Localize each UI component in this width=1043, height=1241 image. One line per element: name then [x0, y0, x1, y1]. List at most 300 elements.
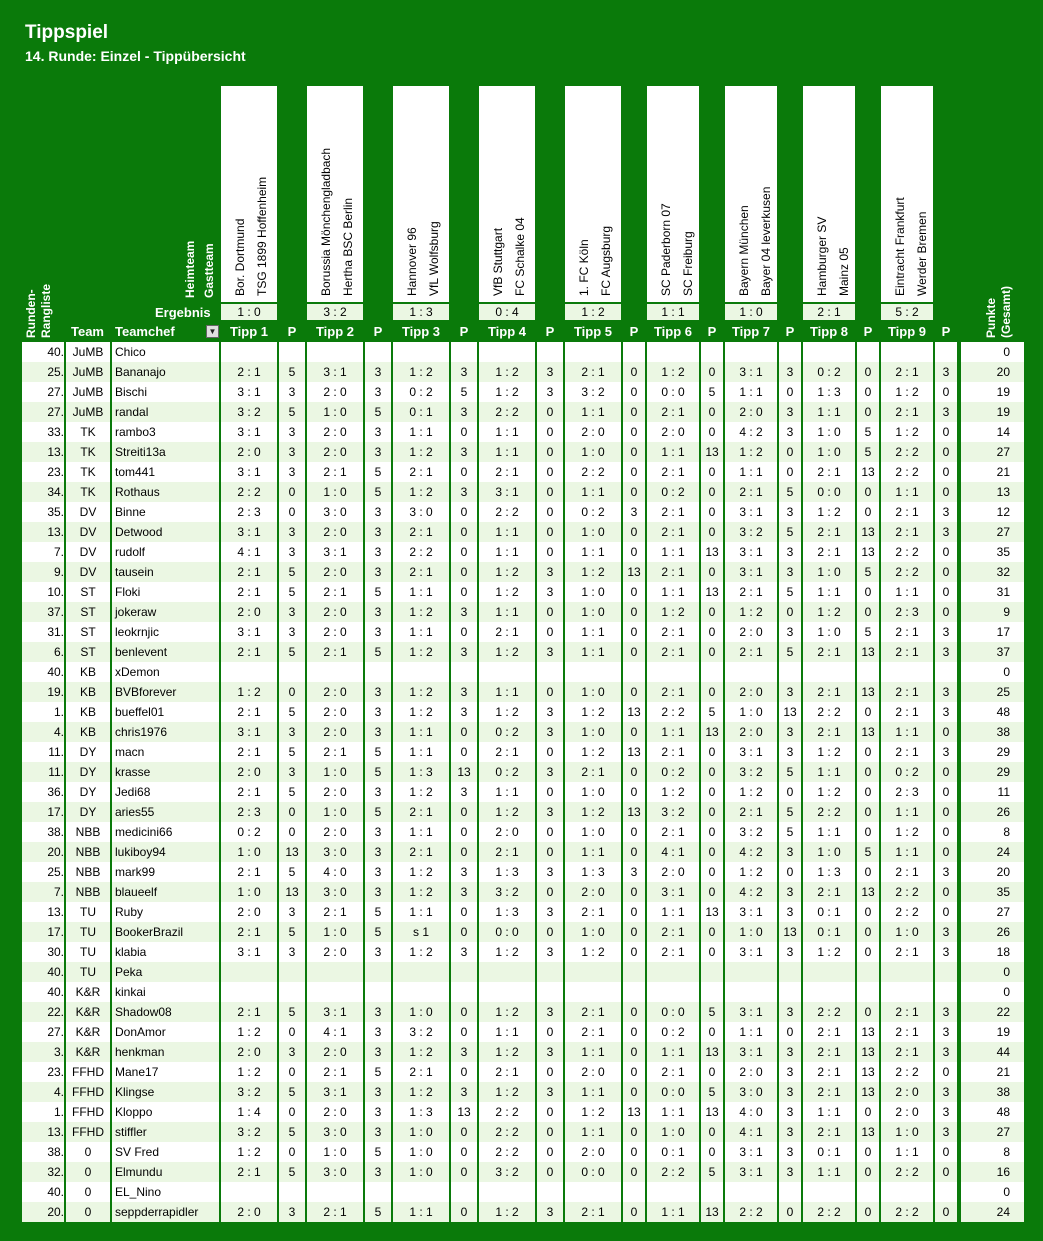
tipp-cell: 1 : 1	[881, 482, 933, 502]
tipp-cell: 1 : 0	[307, 402, 363, 422]
tipp-cell	[803, 342, 855, 362]
total-points-cell: 29	[961, 742, 1024, 762]
points-cell: 0	[279, 1062, 305, 1082]
rank-cell: 13.	[22, 442, 64, 462]
tipp-cell: 1 : 1	[725, 382, 777, 402]
match-result: 2 : 1	[803, 304, 855, 320]
points-cell: 0	[451, 542, 477, 562]
home-team-name: Hamburger SV	[815, 216, 829, 296]
rank-cell: 17.	[22, 802, 64, 822]
tipp-cell: 2 : 1	[803, 642, 855, 662]
tipp-cell: 1 : 3	[393, 1102, 449, 1122]
points-cell: 13	[701, 1202, 723, 1222]
points-cell: 3	[537, 1082, 563, 1102]
tipp-cell: 4 : 1	[647, 842, 699, 862]
tipp-cell: 1 : 0	[565, 782, 621, 802]
tipp-cell: 0 : 0	[647, 1082, 699, 1102]
teamchef-cell: Binne	[112, 502, 219, 522]
tipp-cell: 2 : 2	[881, 562, 933, 582]
points-cell: 0	[935, 782, 957, 802]
match-result: 0 : 4	[479, 304, 535, 320]
tipp-cell: 1 : 0	[307, 762, 363, 782]
team-cell: TK	[66, 442, 110, 462]
tipp-cell: 2 : 1	[221, 642, 277, 662]
tipp-cell: 2 : 1	[221, 1162, 277, 1182]
tipp-cell: 1 : 0	[393, 1002, 449, 1022]
tipp-cell	[221, 1182, 277, 1202]
tipp-cell: 0 : 1	[803, 902, 855, 922]
tipp-cell: 3 : 2	[221, 402, 277, 422]
tipp-cell: 2 : 0	[647, 422, 699, 442]
points-cell: 3	[779, 682, 801, 702]
tipp-cell: 0 : 2	[881, 762, 933, 782]
points-cell: 0	[279, 1102, 305, 1122]
total-points-cell: 24	[961, 842, 1024, 862]
teamchef-filter-dropdown[interactable]: ▼	[206, 325, 219, 338]
tipp-column-header: Tipp 5	[573, 324, 613, 339]
tipp-cell: 1 : 1	[647, 722, 699, 742]
points-cell: 3	[365, 622, 391, 642]
tipp-cell: 1 : 2	[479, 382, 535, 402]
tipp-cell: 1 : 1	[647, 442, 699, 462]
table-row	[0, 622, 1043, 642]
tipp-cell: 1 : 1	[565, 1042, 621, 1062]
points-column-header: P	[941, 324, 951, 339]
tipp-cell: 1 : 2	[221, 1062, 277, 1082]
teamchef-cell: jokeraw	[112, 602, 219, 622]
tipp-cell: 2 : 1	[647, 682, 699, 702]
points-cell: 3	[365, 362, 391, 382]
points-cell: 3	[779, 422, 801, 442]
points-cell: 5	[279, 402, 305, 422]
tipp-cell: 2 : 0	[725, 682, 777, 702]
tipp-cell: 2 : 1	[881, 362, 933, 382]
match-result: 1 : 3	[393, 304, 449, 320]
points-cell: 0	[857, 762, 879, 782]
tipp-cell: 1 : 1	[565, 542, 621, 562]
tipp-cell	[565, 662, 621, 682]
tipp-cell: 0 : 1	[803, 922, 855, 942]
tipp-cell: 2 : 3	[221, 502, 277, 522]
teamchef-cell: Mane17	[112, 1062, 219, 1082]
points-cell: 3	[935, 502, 957, 522]
tipp-cell: 1 : 2	[565, 802, 621, 822]
tipp-cell: 2 : 2	[881, 542, 933, 562]
points-cell: 3	[779, 902, 801, 922]
points-cell: 3	[935, 622, 957, 642]
tipp-cell: 2 : 0	[307, 722, 363, 742]
points-cell: 0	[857, 902, 879, 922]
points-cell: 3	[365, 702, 391, 722]
points-cell: 0	[857, 702, 879, 722]
points-cell: 3	[935, 1042, 957, 1062]
tipp-cell: 1 : 0	[803, 562, 855, 582]
tipp-cell: 1 : 0	[307, 482, 363, 502]
rank-cell: 40.	[22, 342, 64, 362]
points-cell	[623, 962, 645, 982]
total-points-cell: 13	[961, 482, 1024, 502]
points-cell	[857, 1182, 879, 1202]
tipp-cell: 2 : 1	[221, 922, 277, 942]
home-team-name: Borussia Mönchengladbach	[319, 147, 333, 296]
total-points-cell: 18	[961, 942, 1024, 962]
rank-cell: 4.	[22, 1082, 64, 1102]
tipp-cell: 1 : 2	[393, 362, 449, 382]
teamchef-cell: Klingse	[112, 1082, 219, 1102]
points-cell: 0	[857, 862, 879, 882]
tipp-cell: 3 : 1	[725, 1002, 777, 1022]
tipp-cell	[725, 342, 777, 362]
tipp-cell: 1 : 0	[221, 882, 277, 902]
teamchef-cell: seppderrapidler	[112, 1202, 219, 1222]
tipp-cell	[647, 982, 699, 1002]
points-cell: 0	[279, 682, 305, 702]
tipp-cell: 2 : 0	[307, 602, 363, 622]
points-cell: 13	[701, 1042, 723, 1062]
points-cell: 5	[365, 1142, 391, 1162]
team-cell: K&R	[66, 982, 110, 1002]
points-cell	[623, 982, 645, 1002]
tipp-cell: 2 : 0	[565, 882, 621, 902]
tipp-cell: 2 : 0	[307, 622, 363, 642]
tipp-cell: 1 : 1	[565, 842, 621, 862]
points-cell: 0	[935, 1062, 957, 1082]
tipp-cell: 1 : 2	[803, 782, 855, 802]
teamchef-cell: blaueelf	[112, 882, 219, 902]
points-cell: 3	[537, 1202, 563, 1222]
points-cell: 3	[365, 442, 391, 462]
points-cell	[857, 662, 879, 682]
tipp-cell: 2 : 3	[881, 782, 933, 802]
teamchef-cell: Bischi	[112, 382, 219, 402]
points-cell: 5	[857, 442, 879, 462]
tipp-cell	[565, 982, 621, 1002]
table-row	[0, 902, 1043, 922]
rank-cell: 13.	[22, 522, 64, 542]
tipp-cell	[565, 1182, 621, 1202]
points-cell: 13	[623, 702, 645, 722]
points-cell	[451, 662, 477, 682]
tipp-cell: 2 : 2	[647, 1162, 699, 1182]
tipp-cell: 4 : 0	[725, 1102, 777, 1122]
points-cell: 5	[701, 1162, 723, 1182]
tipp-cell: 1 : 1	[393, 422, 449, 442]
points-cell: 13	[857, 642, 879, 662]
table-row	[0, 362, 1043, 382]
points-cell: 0	[857, 1002, 879, 1022]
points-cell: 0	[935, 1202, 957, 1222]
tipp-cell: 0 : 0	[565, 1162, 621, 1182]
total-points-cell: 27	[961, 902, 1024, 922]
points-cell: 0	[935, 422, 957, 442]
tipp-cell	[725, 662, 777, 682]
points-cell	[365, 1182, 391, 1202]
table-row	[0, 462, 1043, 482]
points-cell: 5	[365, 922, 391, 942]
teamchef-cell: SV Fred	[112, 1142, 219, 1162]
points-cell: 3	[537, 802, 563, 822]
rank-cell: 7.	[22, 542, 64, 562]
tipp-cell: 1 : 3	[803, 382, 855, 402]
points-cell: 0	[935, 1142, 957, 1162]
tipp-cell: 1 : 0	[803, 842, 855, 862]
tipp-cell: 2 : 2	[803, 1002, 855, 1022]
tipp-cell: 2 : 1	[803, 1042, 855, 1062]
tipp-cell: 3 : 1	[221, 382, 277, 402]
points-cell: 0	[701, 642, 723, 662]
points-cell: 0	[857, 802, 879, 822]
tipp-cell: 2 : 0	[565, 422, 621, 442]
tipp-cell: 2 : 0	[221, 1202, 277, 1222]
points-cell: 0	[623, 602, 645, 622]
points-cell: 0	[537, 442, 563, 462]
tipp-cell: 2 : 2	[479, 502, 535, 522]
points-cell: 0	[701, 1122, 723, 1142]
tipp-cell: 2 : 0	[307, 562, 363, 582]
tipp-cell: 2 : 2	[565, 462, 621, 482]
team-cell: ST	[66, 642, 110, 662]
table-row	[0, 382, 1043, 402]
tipp-cell: 2 : 1	[803, 462, 855, 482]
tipp-cell: 1 : 2	[565, 742, 621, 762]
team-cell: FFHD	[66, 1122, 110, 1142]
rank-cell: 30.	[22, 942, 64, 962]
away-team-name: FC Schalke 04	[513, 217, 527, 296]
points-cell: 0	[279, 502, 305, 522]
tipp-cell: 2 : 0	[565, 1062, 621, 1082]
tipp-cell	[393, 1182, 449, 1202]
points-cell: 0	[451, 502, 477, 522]
tipp-cell: 0 : 2	[393, 382, 449, 402]
tipp-cell: 0 : 0	[647, 1002, 699, 1022]
points-cell: 3	[537, 642, 563, 662]
tipp-cell: 3 : 2	[725, 762, 777, 782]
points-cell: 3	[365, 822, 391, 842]
points-cell: 0	[623, 482, 645, 502]
teamchef-cell: mark99	[112, 862, 219, 882]
tipp-cell: 1 : 1	[393, 722, 449, 742]
team-cell: TK	[66, 482, 110, 502]
points-cell: 0	[779, 462, 801, 482]
tipp-cell: 1 : 1	[479, 682, 535, 702]
team-cell: 0	[66, 1182, 110, 1202]
tipp-cell: 0 : 2	[221, 822, 277, 842]
tipp-cell: 1 : 2	[479, 1082, 535, 1102]
rank-cell: 33.	[22, 422, 64, 442]
table-row	[0, 542, 1043, 562]
tipp-cell: 2 : 1	[803, 542, 855, 562]
tipp-cell: 2 : 1	[221, 562, 277, 582]
points-cell: 0	[857, 822, 879, 842]
teamchef-cell: leokrnjic	[112, 622, 219, 642]
tipp-cell: 4 : 1	[221, 542, 277, 562]
points-cell: 13	[857, 1062, 879, 1082]
rank-cell: 20.	[22, 842, 64, 862]
points-cell: 13	[857, 1022, 879, 1042]
points-cell: 0	[857, 362, 879, 382]
tipp-cell: 2 : 1	[881, 1022, 933, 1042]
points-cell: 5	[279, 702, 305, 722]
tipp-cell: 3 : 0	[307, 842, 363, 862]
team-cell: JuMB	[66, 342, 110, 362]
tipp-cell: 1 : 2	[393, 682, 449, 702]
points-cell: 3	[279, 442, 305, 462]
table-row	[0, 1122, 1043, 1142]
points-cell: 0	[537, 742, 563, 762]
total-points-cell: 12	[961, 502, 1024, 522]
teamchef-cell: aries55	[112, 802, 219, 822]
tipp-cell: 1 : 2	[393, 702, 449, 722]
points-cell: 0	[623, 442, 645, 462]
rang-header-line2: Rangliste	[39, 283, 53, 338]
tipp-cell: 1 : 1	[647, 542, 699, 562]
team-cell: TK	[66, 422, 110, 442]
rank-cell: 40.	[22, 982, 64, 1002]
tipp-cell: 1 : 2	[479, 702, 535, 722]
points-cell: 0	[623, 1162, 645, 1182]
away-team-name: FC Augsburg	[599, 225, 613, 296]
tipp-cell: 2 : 2	[803, 802, 855, 822]
tipp-cell: 1 : 1	[393, 582, 449, 602]
away-team-name: Werder Bremen	[915, 211, 929, 296]
points-cell	[935, 982, 957, 1002]
table-row	[0, 582, 1043, 602]
tipp-cell: 2 : 1	[647, 642, 699, 662]
tipp-cell: 1 : 1	[565, 622, 621, 642]
points-cell: 5	[857, 562, 879, 582]
points-cell: 0	[451, 742, 477, 762]
points-cell: 0	[623, 782, 645, 802]
points-cell: 13	[451, 1102, 477, 1122]
tipp-cell: 2 : 1	[881, 702, 933, 722]
points-cell: 3	[537, 362, 563, 382]
points-cell: 3	[779, 942, 801, 962]
teamchef-cell: macn	[112, 742, 219, 762]
points-cell: 0	[935, 842, 957, 862]
points-cell: 5	[279, 582, 305, 602]
table-row	[0, 1082, 1043, 1102]
points-cell: 0	[935, 902, 957, 922]
tipp-cell: 1 : 0	[647, 1122, 699, 1142]
points-cell: 5	[701, 1002, 723, 1022]
points-cell: 3	[365, 782, 391, 802]
match-result: 1 : 0	[221, 304, 277, 320]
points-cell	[935, 962, 957, 982]
tipp-cell: 2 : 0	[307, 442, 363, 462]
tipp-cell: 1 : 1	[479, 442, 535, 462]
team-cell: NBB	[66, 822, 110, 842]
tipp-cell: 1 : 1	[647, 1102, 699, 1122]
tipp-cell: 2 : 0	[881, 1102, 933, 1122]
tipp-cell: 2 : 1	[393, 562, 449, 582]
total-points-cell: 11	[961, 782, 1024, 802]
teamchef-cell: Floki	[112, 582, 219, 602]
tipp-cell	[647, 962, 699, 982]
tipp-cell: 1 : 0	[881, 1122, 933, 1142]
total-points-cell: 35	[961, 882, 1024, 902]
points-cell: 0	[701, 1022, 723, 1042]
points-cell: 0	[623, 902, 645, 922]
tipp-cell	[221, 342, 277, 362]
tipp-cell: 2 : 1	[479, 622, 535, 642]
tipp-cell: 0 : 2	[565, 502, 621, 522]
points-cell: 0	[701, 622, 723, 642]
tipp-cell: 1 : 3	[803, 862, 855, 882]
tipp-cell: 2 : 2	[803, 1202, 855, 1222]
teamchef-cell: randal	[112, 402, 219, 422]
tipp-cell: 1 : 1	[479, 542, 535, 562]
points-cell: 13	[701, 542, 723, 562]
points-cell: 13	[279, 882, 305, 902]
points-cell: 0	[451, 822, 477, 842]
points-cell: 5	[279, 922, 305, 942]
points-cell: 5	[779, 762, 801, 782]
points-cell: 0	[537, 502, 563, 522]
team-cell: FFHD	[66, 1102, 110, 1122]
points-cell	[279, 662, 305, 682]
tipp-cell: 1 : 2	[393, 942, 449, 962]
points-cell: 3	[537, 942, 563, 962]
points-cell: 13	[857, 542, 879, 562]
points-cell: 3	[935, 1102, 957, 1122]
tipp-cell: 3 : 1	[725, 1162, 777, 1182]
tipp-cell: 2 : 2	[479, 1142, 535, 1162]
points-cell: 5	[365, 742, 391, 762]
points-cell: 0	[623, 522, 645, 542]
points-cell: 3	[451, 682, 477, 702]
team-cell: K&R	[66, 1002, 110, 1022]
points-cell: 0	[701, 742, 723, 762]
points-cell: 0	[857, 742, 879, 762]
tipp-cell: 1 : 1	[803, 402, 855, 422]
tipp-cell: 3 : 0	[725, 1082, 777, 1102]
tipp-cell: 2 : 1	[725, 642, 777, 662]
tipp-cell	[479, 982, 535, 1002]
team-header: Team	[71, 324, 104, 339]
tipp-cell: 3 : 1	[221, 462, 277, 482]
points-cell: 3	[779, 842, 801, 862]
points-cell: 0	[623, 582, 645, 602]
team-cell: 0	[66, 1202, 110, 1222]
tipp-cell: 2 : 1	[479, 742, 535, 762]
points-cell: 3	[623, 862, 645, 882]
points-cell: 0	[623, 882, 645, 902]
tipp-cell	[647, 342, 699, 362]
points-cell: 3	[451, 402, 477, 422]
team-cell: ST	[66, 582, 110, 602]
points-cell: 5	[451, 382, 477, 402]
tipp-cell: 2 : 0	[565, 1142, 621, 1162]
tipp-cell	[479, 342, 535, 362]
tipp-cell: 1 : 2	[393, 882, 449, 902]
table-row	[0, 1142, 1043, 1162]
table-row	[0, 842, 1043, 862]
points-cell: 13	[701, 442, 723, 462]
points-cell: 0	[701, 482, 723, 502]
points-cell: 13	[701, 902, 723, 922]
points-cell	[701, 342, 723, 362]
points-cell: 3	[365, 1002, 391, 1022]
tipp-cell: 3 : 1	[221, 422, 277, 442]
points-cell: 0	[451, 582, 477, 602]
points-column-header: P	[707, 324, 717, 339]
teamchef-cell: henkman	[112, 1042, 219, 1062]
tipp-cell: 1 : 0	[393, 1162, 449, 1182]
points-cell: 0	[701, 782, 723, 802]
points-cell	[623, 1182, 645, 1202]
points-cell: 3	[451, 362, 477, 382]
points-cell: 3	[279, 1202, 305, 1222]
